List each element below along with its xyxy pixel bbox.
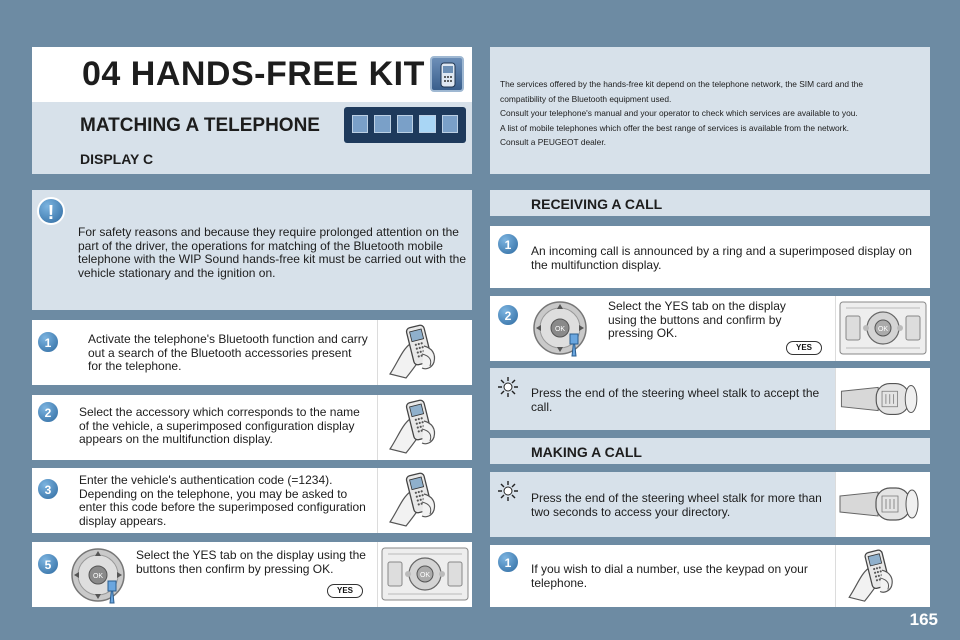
phone-in-hand-illustration [377,468,472,533]
info-line: Consult a PEUGEOT dealer. [500,137,606,147]
display-title: DISPLAY C [80,151,154,167]
step-text: Select the accessory which corresponds to the name of the vehicle, a superimposed configuration display appears on the multifunction display. [79,405,360,446]
phone-in-hand-illustration [377,320,472,385]
making-header [490,438,930,464]
receiving-header [490,190,930,216]
steering-stalk-illustration [835,368,930,430]
info-line: Consult your telephone's manual and your operator to check which services are available to you. [500,108,858,118]
chapter-title: 04 HANDS-FREE KIT [82,55,425,93]
section-title: MATCHING A TELEPHONE [80,115,320,136]
step-text: If you wish to dial a number, use the keypad on your telephone. [531,562,808,590]
warning-icon: ! [37,197,65,225]
step-text: An incoming call is announced by a ring and a superimposed display on the multifunction display. [531,244,912,272]
ok-joystick-icon [530,298,590,358]
warning-text: For safety reasons and because they require prolonged attention on the part of the driver, the operations for matching of the Bluetooth mobile telephone with the WIP Sound hands-free kit must be carried out with the vehicle stationary and the ignition on. [78,225,466,280]
step-number-badge: 2 [37,401,59,423]
receiving-title: RECEIVING A CALL [531,196,663,212]
ok-joystick-icon [68,545,128,605]
step-text: Select the YES tab on the display using the buttons and confirm by pressing OK. [608,299,786,340]
hand-phone-icon [380,470,470,530]
tip-text: Press the end of the steering wheel stalk to accept the call. [531,386,820,414]
info-line: compatibility of the Bluetooth equipment used. [500,93,672,104]
info-line: A list of mobile telephones which offer the best range of services is available from the network. [500,122,849,133]
control-panel-illustration [835,296,930,361]
lamp-tip-icon [497,376,519,398]
step-number-badge: 5 [37,553,59,575]
hand-phone-icon [380,397,470,457]
control-panel-icon [838,298,928,358]
phone-in-hand-illustration [835,545,930,607]
control-panel-icon [380,544,470,604]
info-box [490,47,930,174]
steering-stalk-icon [838,370,928,428]
making-title: MAKING A CALL [531,444,642,460]
step-text: Activate the telephone's Bluetooth function and carry out a search of the Bluetooth accessories present for the telephone. [88,332,368,373]
lamp-tip-icon [497,480,519,502]
chapter-header [32,47,472,102]
yes-tab: YES [786,341,822,355]
page-number: 165 [909,610,938,629]
tip-text: Press the end of the steering wheel stalk for more than two seconds to access your directory. [531,491,822,519]
display-icon [374,115,390,133]
yes-tab: YES [327,584,363,598]
step-number-badge: 2 [497,304,519,326]
display-icon-highlighted [419,115,435,133]
hand-phone-icon [380,322,470,382]
step-number-badge: 1 [37,331,59,353]
display-icon [442,115,458,133]
steering-stalk-icon [838,474,928,534]
step-text: Enter the vehicle's authentication code (=1234). Depending on the telephone, you may be asked to enter this code before the superimposed configuration display appears. [79,473,366,528]
step-number-badge: 1 [497,233,519,255]
display-icon [352,115,368,133]
step-number-badge: 3 [37,478,59,500]
display-icon [397,115,413,133]
info-line: The services offered by the hands-free kit depend on the telephone network, the SIM card and the [500,79,863,89]
control-panel-illustration [377,542,472,607]
steering-stalk-illustration [835,472,930,537]
step-text: Select the YES tab on the display using the buttons then confirm by pressing OK. [136,548,366,576]
phone-in-hand-illustration [377,395,472,460]
hand-phone-icon [838,547,928,605]
step-number-badge: 1 [497,551,519,573]
telephone-icon [430,56,464,92]
display-icon-strip [344,107,466,143]
